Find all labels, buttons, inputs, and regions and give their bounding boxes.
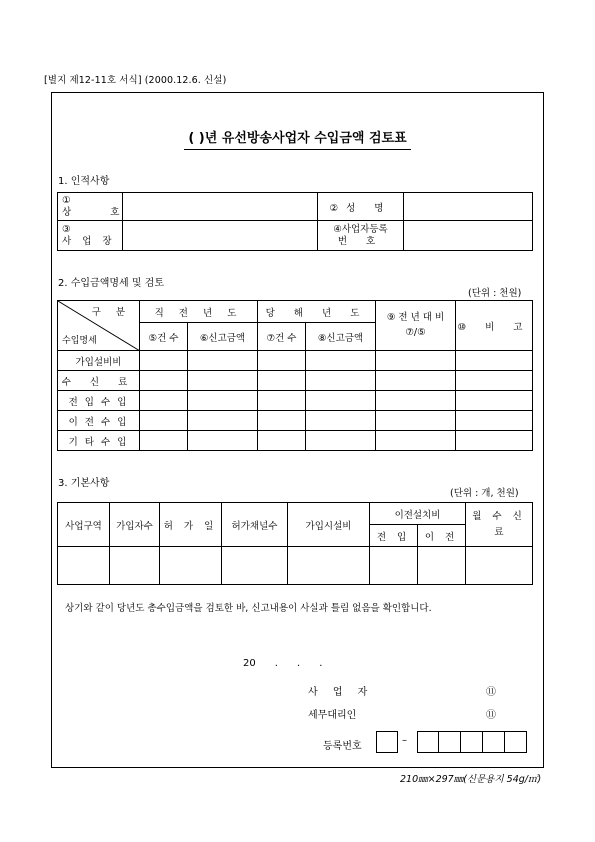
row-label-other: 기 타 수 입 — [58, 431, 140, 451]
personal-info-table — [57, 192, 533, 251]
trade-name-label: 상 호 — [62, 206, 138, 218]
table-cell[interactable] — [456, 391, 533, 411]
move-out-header: 이 전 — [418, 525, 466, 547]
office-value[interactable] — [123, 221, 318, 251]
table-cell[interactable] — [160, 547, 222, 585]
corner-top-label: 구 분 — [91, 307, 131, 318]
compare-label-1: ⑨ 전 년 대 비 — [386, 312, 445, 323]
registration-number-label: 등록번호 — [323, 741, 362, 752]
row-label-reception: 수 신 료 — [58, 371, 140, 391]
row-label-subscription: 가입설비비 — [58, 351, 140, 371]
channel-count-header: 허가채널수 — [222, 503, 288, 547]
table-cell[interactable] — [258, 351, 306, 371]
section2-unit: (단위 : 천원) — [468, 288, 522, 299]
form-caption: [별지 제12-11호 서식] (2000.12.6. 신설) — [44, 75, 227, 86]
table-cell[interactable] — [456, 431, 533, 451]
registration-digit-box[interactable] — [504, 731, 527, 753]
table-cell[interactable] — [188, 431, 258, 451]
table-cell[interactable] — [456, 411, 533, 431]
office-label-cell — [58, 221, 123, 251]
tax-agent-label: 세무대리인 — [308, 710, 357, 721]
table-cell[interactable] — [258, 391, 306, 411]
trade-name-value[interactable] — [123, 193, 318, 221]
reg-no-label-1: ④사업자등록 — [333, 223, 388, 235]
form-title-wrap — [51, 127, 544, 148]
table-cell[interactable] — [376, 411, 456, 431]
section1-heading: 1. 인적사항 — [58, 176, 110, 187]
table-cell[interactable] — [140, 391, 188, 411]
table-cell[interactable] — [376, 391, 456, 411]
table-cell[interactable] — [466, 547, 533, 585]
table-cell[interactable] — [188, 391, 258, 411]
table-cell[interactable] — [306, 371, 376, 391]
row-label-move-out: 이 전 수 입 — [58, 411, 140, 431]
table-cell[interactable] — [306, 351, 376, 371]
table-cell[interactable] — [306, 431, 376, 451]
table-cell[interactable] — [376, 431, 456, 451]
confirmation-statement: 상기와 같이 당년도 총수입금액을 검토한 바, 신고내용이 사실과 틀림 없음을 확인합니다. — [65, 603, 432, 614]
prev-amount-header: ⑥신고금액 — [188, 323, 258, 351]
table-cell[interactable] — [140, 371, 188, 391]
operator-label: 사 업 자 — [308, 687, 374, 698]
monthly-fee-label-1: 월 수 신 — [472, 510, 526, 522]
tax-agent-seal-mark: ⑪ — [486, 710, 496, 721]
reg-no-value[interactable] — [404, 221, 533, 251]
office-number: ③ — [62, 223, 71, 235]
income-table — [57, 300, 533, 451]
date-line: 20 . . . — [243, 658, 323, 669]
table-cell[interactable] — [110, 547, 160, 585]
section2-heading: 2. 수입금액명세 및 검토 — [58, 278, 165, 289]
basic-info-table — [57, 502, 533, 585]
monthly-fee-label-2: 료 — [494, 526, 504, 538]
registration-digit-box[interactable] — [460, 731, 483, 753]
table-cell[interactable] — [258, 411, 306, 431]
table-cell[interactable] — [188, 371, 258, 391]
curr-year-header: 당 해 년 도 — [258, 301, 376, 323]
table-cell[interactable] — [140, 431, 188, 451]
table-cell[interactable] — [188, 411, 258, 431]
table-cell[interactable] — [456, 371, 533, 391]
table-cell[interactable] — [140, 411, 188, 431]
registration-digit-box[interactable] — [438, 731, 461, 753]
table-cell[interactable] — [370, 547, 418, 585]
trade-name-number: ① — [62, 194, 71, 206]
operator-seal-mark: ⑪ — [486, 687, 496, 698]
row-label-move-in: 전 입 수 입 — [58, 391, 140, 411]
move-in-header: 전 입 — [370, 525, 418, 547]
name-value[interactable] — [404, 193, 533, 221]
table-cell[interactable] — [288, 547, 370, 585]
office-label: 사 업 장 — [62, 235, 116, 247]
section3-heading: 3. 기본사항 — [58, 478, 110, 489]
monthly-fee-header — [466, 503, 533, 547]
table-cell[interactable] — [456, 351, 533, 371]
permit-date-header: 허 가 일 — [160, 503, 222, 547]
table-cell[interactable] — [418, 547, 466, 585]
curr-count-header: ⑦건 수 — [258, 323, 306, 351]
table-cell[interactable] — [376, 371, 456, 391]
table-cell[interactable] — [222, 547, 288, 585]
table-cell[interactable] — [58, 547, 110, 585]
table-cell[interactable] — [376, 351, 456, 371]
compare-header — [376, 301, 456, 351]
table-cell[interactable] — [258, 431, 306, 451]
registration-number-prefix-box[interactable] — [376, 731, 398, 753]
section3-unit: (단위 : 개, 천원) — [450, 488, 519, 499]
prev-year-header: 직 전 년 도 — [140, 301, 258, 323]
form-title: ( )년 유선방송사업자 수입금액 검토표 — [188, 127, 406, 148]
relocation-fee-header: 이전설치비 — [370, 503, 466, 525]
name-label: ②성 명 — [329, 202, 392, 214]
table-cell[interactable] — [306, 411, 376, 431]
registration-digit-box[interactable] — [482, 731, 505, 753]
remarks-header: ⑩ 비 고 — [456, 301, 533, 351]
prev-count-header: ⑤건 수 — [140, 323, 188, 351]
corner-bottom-label: 수입명세 — [62, 336, 97, 346]
subscribers-header: 가입자수 — [110, 503, 160, 547]
table-cell[interactable] — [306, 391, 376, 411]
paper-spec-footer: 210㎜×297㎜(신문용지 54g/㎡) — [400, 774, 542, 785]
facility-fee-header: 가입시설비 — [288, 503, 370, 547]
table-cell[interactable] — [188, 351, 258, 371]
compare-label-2: ⑦/⑤ — [405, 327, 426, 338]
trade-name-label-cell — [58, 193, 138, 221]
table-cell[interactable] — [140, 351, 188, 371]
corner-header — [58, 301, 140, 351]
table-cell[interactable] — [258, 371, 306, 391]
reg-no-label-2: 번 호 — [337, 235, 384, 247]
registration-digit-box[interactable] — [417, 731, 439, 753]
name-label-cell — [318, 193, 404, 221]
curr-amount-header: ⑧신고금액 — [306, 323, 376, 351]
area-header: 사업구역 — [58, 503, 110, 547]
reg-no-label-cell — [318, 221, 404, 251]
registration-number-dash: – — [402, 735, 407, 746]
